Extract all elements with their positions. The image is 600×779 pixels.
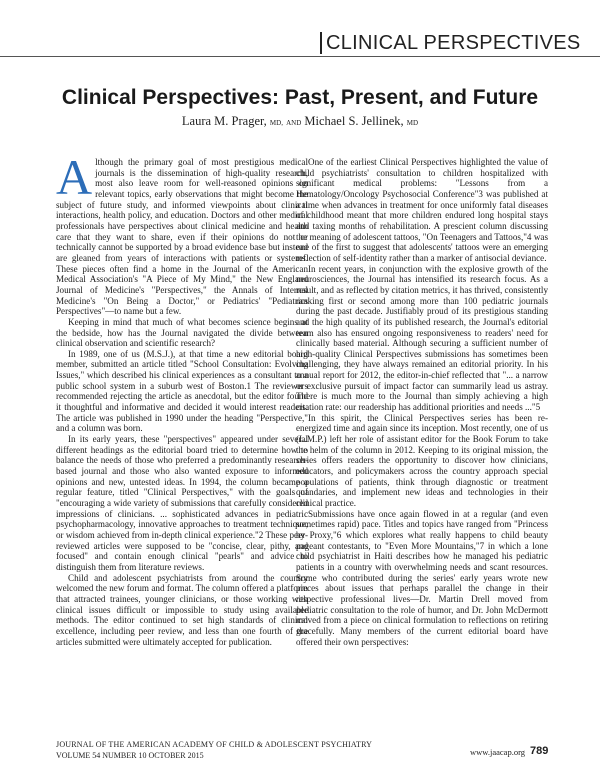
paragraph: Submissions have once again flowed in at a regular (and even sometimes rapid) pace. Titles and topics have ranged from "Princess by Proxy,"6 which explores what really happens to child beauty pageant contestants, to "Even More Mountains,"7 in which a lone child psychiatrist in Haiti describes how he managed his pediatric patients in a country with overwhelming needs and scant resources. Some who contributed during the series' early years wrote new pieces about issues that perhaps parallel the change in their respective professional lives—Dr. Martin Drell moved from pediatric consultation to the role of humor, and Dr. John McDermott moved from a piece on clinical formulation to reflections on retiring gracefully. Many members of the current editorial board have offered their own perspectives: xyxy=(296,508,548,647)
page-number: 789 xyxy=(530,745,549,757)
paragraph: In recent years, in conjunction with the explosive growth of the neurosciences, the Journal has intensified its research focus. As a result, and as reflected by citation metrics, it has thrived, consistently ranking first or second among more than 100 pediatric journals during the past decade. Justifiably proud of its prestigious standing and the high quality of its published research, the Journal's editorial team also has ensured ongoing responsiveness to readers' need for clinically based material. Although securing a sufficient number of high-quality Clinical Perspectives submissions has sometimes been challenging, they have always remained an editorial priority. In his annual report for 2012, the editor-in-chief reflected that "... a narrow or exclusive pursuit of impact factor can summarily lead us astray. There is much more to the Journal than simply achieving a high citation rate: our readership has additional priorities and needs ..."5 xyxy=(296,263,548,413)
footer-journal-name: JOURNAL OF THE AMERICAN ACADEMY OF CHILD & ADOLESCENT PSYCHIATRY xyxy=(56,740,373,749)
author-2: Michael S. Jellinek, xyxy=(304,114,404,128)
author-1: Laura M. Prager, xyxy=(181,114,267,128)
section-header-bar xyxy=(320,32,322,54)
article-title: Clinical Perspectives: Past, Present, and Future xyxy=(61,86,539,109)
paragraph: In its early years, these "perspectives" appeared under several different headings as the editorial board tried to determine how to balance the needs of those who preferred a predominantly research-based journal and those who also wanted exposure to informed opinions and new, untested ideas. In 1994, the column became a regular feature, titled "Clinical Perspectives," with the goals of "encouraging a wide variety of submissions that carefully considered impressions of clinicians. ... sophisticated advances in pediatric psychopharmacology, innovative approaches to treatment technique, or wisdom achieved from in-depth clinical experience."2 These peer-reviewed articles were supposed to be "concise, clear, pithy, and focused" and contain enough clinical "pearls" and advice to distinguish them from literature reviews. xyxy=(56,434,308,572)
paragraph xyxy=(56,157,308,317)
paragraph: Keeping in mind that much of what becomes science begins at the bedside, how has the Journal navigated the divide between clinical observation and scientific research? xyxy=(56,316,308,349)
drop-cap: A xyxy=(56,157,93,205)
section-header-label: CLINICAL PERSPECTIVES xyxy=(326,32,581,54)
body-column-right xyxy=(296,157,548,713)
paragraph: In 1989, one of us (M.S.J.), at that time a new editorial board member, submitted an article titled "School Consultation: Evolving Issues," which described his clinical experiences as a consultant to a public school system in a suburb west of Boston.1 The reviewers recommended rejecting the article as anecdotal, but the editor found it thoughtful and informative and decided it would interest readers. The article was published in 1990 under the heading "Perspective," and a column was born. xyxy=(56,348,308,434)
body-column-left xyxy=(56,157,308,713)
paragraph: In this spirit, the Clinical Perspectives series has been re-energized time and again since its inception. Most recently, one of us (L.M.P.) left her role of assistant editor for the Book Forum to take the helm of the column in 2012. Keeping to its original mission, the series offers readers the opportunity to discover how clinicians, educators, and policymakers across the country approach special populations of patients, think through diagnostic or treatment quandaries, and implement new ideas and technologies in their clinical practice. xyxy=(296,412,548,508)
article-authors xyxy=(0,114,600,129)
paragraph: One of the earliest Clinical Perspectives highlighted the value of child psychiatrists' consultation to children hospitalized with significant medical problems: "Lessons from a Hematology/Oncology Psychosocial Conference"3 was published at a time when advances in treatment for once uniformly fatal diseases of childhood meant that more children endured long hospital stays and taxing months of rehabilitation. A prescient column discussing the meaning of adolescent tattoos, "On Teenagers and Tattoos,"4 was one of the first to suggest that adolescents' tattoos were an emerging reflection of self-identity rather than a marker of antisocial deviance. xyxy=(296,157,548,263)
author-1-degree: MD, xyxy=(269,119,283,127)
author-2-degree: MD xyxy=(406,119,419,127)
footer-url[interactable]: www.jaacap.org xyxy=(470,747,525,757)
footer-volume: VOLUME 54 NUMBER 10 OCTOBER 2015 xyxy=(56,751,204,760)
paragraph: Child and adolescent psychiatrists from around the country welcomed the new forum and format. The column offered a platform that attracted trainees, younger clinicians, or those working with clinical issues difficult or impossible to study using available methods. The editor continued to set high standards of clinical excellence, including peer review, and less than one fourth of the articles submitted were ultimately accepted for publication. xyxy=(56,572,308,647)
paragraph-text: lthough the primary goal of most prestigious medical journals is the dissemination of high-quality research, most also leave room for well-reasoned opinions on relevant topics, early observations that might become the subject of future study, and informed viewpoints about clinical interactions, health policy, and education. Doctors and other medical professionals have perspectives about clinical medicine and health care that they want to share, even if their opinions do not or technically cannot be supported by a broad evidence base but instead are gleaned from years of interactions with patients or systems. These pieces often find a home in the Journal of the American Medical Association's "A Piece of My Mind," the New England Journal of Medicine's "Perspectives," the Annals of Internal Medicine's "On Being a Doctor," or Pediatrics' "Pediatrics Perspectives"—to name but a few. xyxy=(56,157,308,317)
author-conjunction: AND xyxy=(286,119,302,127)
section-header xyxy=(0,32,600,57)
